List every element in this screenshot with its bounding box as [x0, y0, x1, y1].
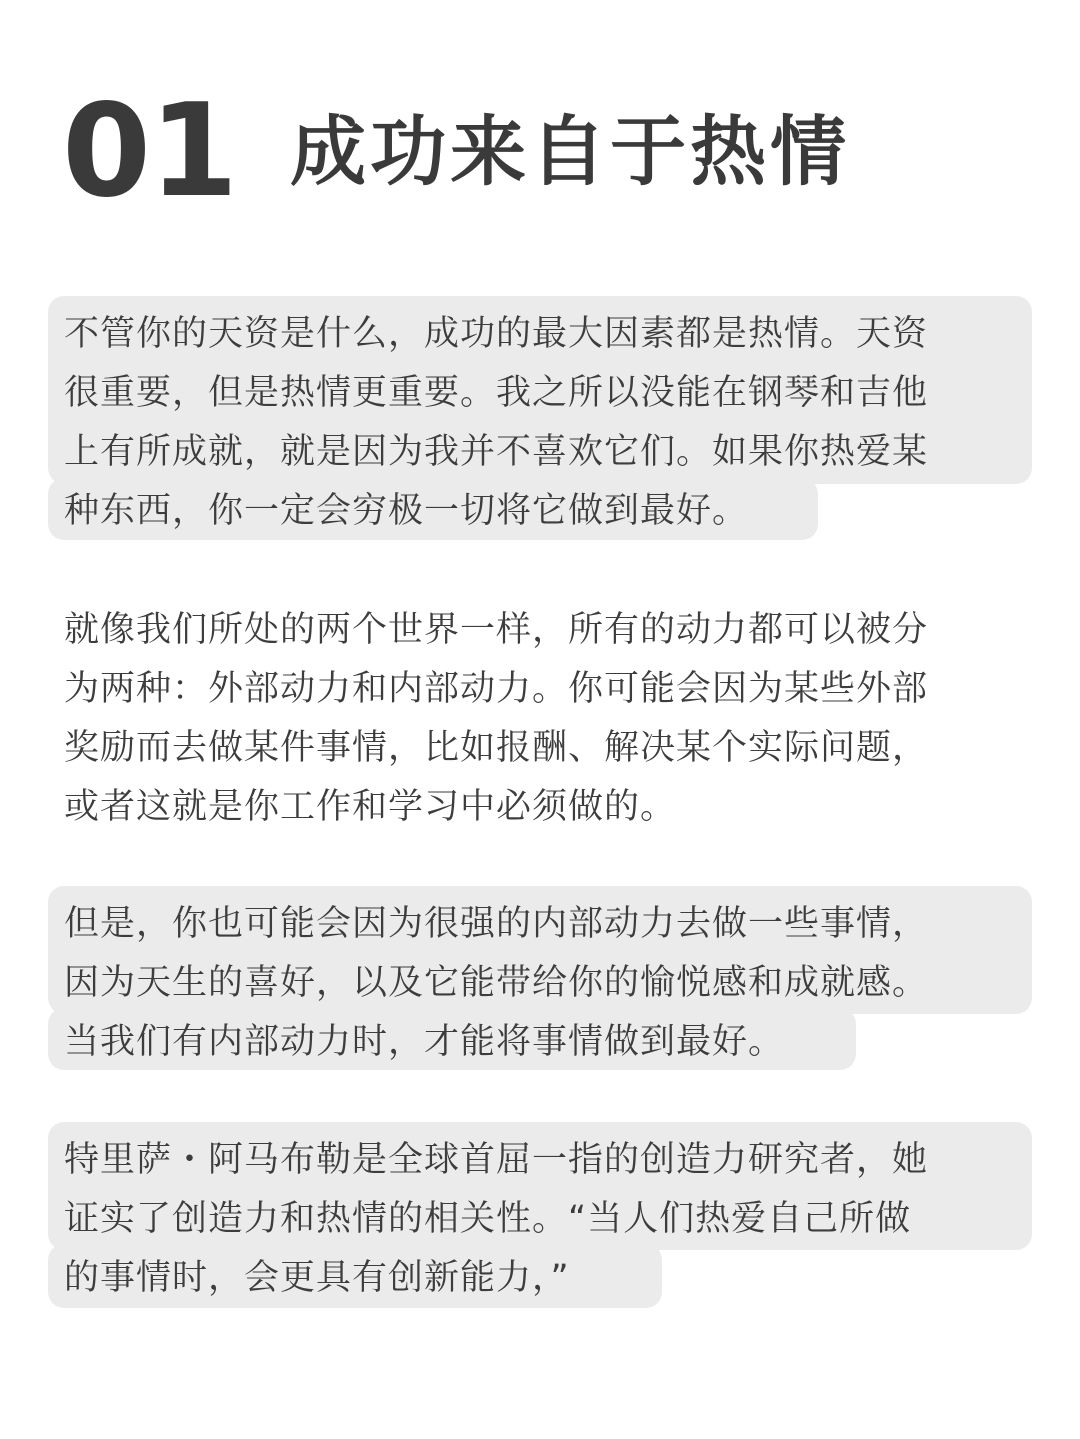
page-title — [62, 77, 851, 226]
paragraph-1 — [64, 305, 928, 541]
paragraph-3 — [64, 895, 928, 1072]
paragraph-line: 或者这就是你工作和学习中必须做的。 — [64, 787, 677, 827]
title-text: 成功来自于热情 — [290, 107, 851, 196]
paragraph-line: 特里萨・阿马布勒是全球首屈一指的创造力研究者，她 — [64, 1140, 929, 1180]
paragraph-line: 奖励而去做某件事情，比如报酬、解决某个实际问题， — [64, 728, 929, 768]
paragraph-line: 就像我们所处的两个世界一样，所有的动力都可以被分 — [64, 610, 929, 650]
paragraph-line: 为两种：外部动力和内部动力。你可能会因为某些外部 — [64, 669, 929, 709]
paragraph-line: 但是，你也可能会因为很强的内部动力去做一些事情， — [64, 904, 929, 944]
paragraph-line: 的事情时，会更具有创新能力，” — [64, 1258, 570, 1298]
paragraph-line: 上有所成就，就是因为我并不喜欢它们。如果你热爱某 — [64, 432, 929, 472]
paragraph-line: 不管你的天资是什么，成功的最大因素都是热情。天资 — [64, 314, 929, 354]
paragraph-line: 种东西，你一定会穷极一切将它做到最好。 — [64, 491, 749, 531]
paragraph-line: 因为天生的喜好，以及它能带给你的愉悦感和成就感。 — [64, 963, 929, 1003]
paragraph-line: 当我们有内部动力时，才能将事情做到最好。 — [64, 1022, 785, 1062]
paragraph-4 — [64, 1131, 928, 1308]
paragraph-line: 证实了创造力和热情的相关性。“当人们热爱自己所做 — [64, 1199, 912, 1239]
title-number: 01 — [62, 77, 237, 226]
paragraph-2 — [64, 601, 928, 837]
paragraph-line: 很重要，但是热情更重要。我之所以没能在钢琴和吉他 — [64, 373, 929, 413]
